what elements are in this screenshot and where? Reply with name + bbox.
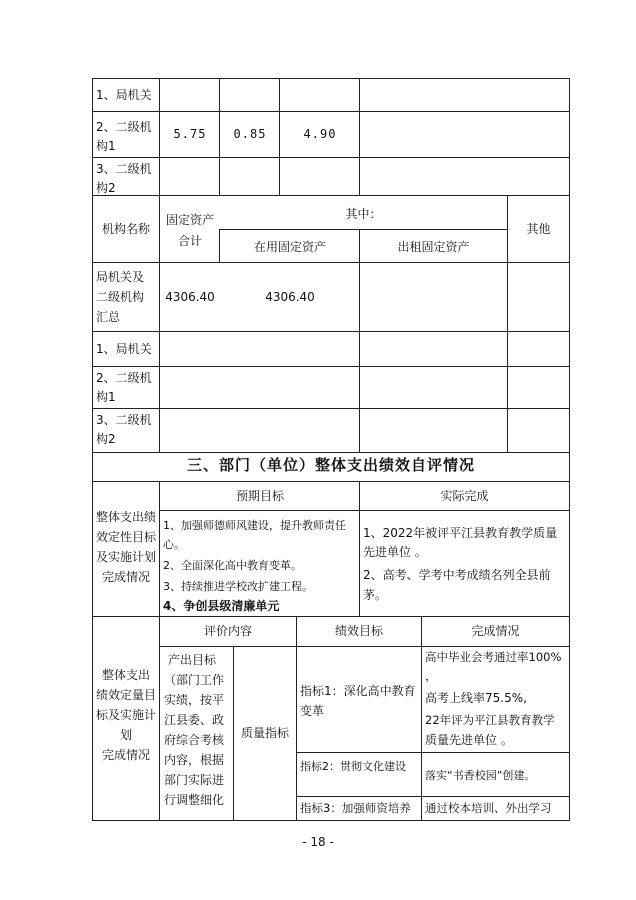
quant-label-2: 绩效定量目 <box>95 688 156 702</box>
completion-1-cont: ， <box>425 669 438 683</box>
perf-target-header: 绩效目标 <box>334 624 383 638</box>
eval-content-header: 评价内容 <box>203 624 252 638</box>
completion-header: 完成情况 <box>471 624 520 638</box>
quant-label-4: 划 <box>119 728 132 742</box>
output-target-6: 内容，根据 <box>164 753 225 767</box>
row2-value-2: 0.85 <box>233 127 267 141</box>
header-in-use: 在用固定资产 <box>253 240 326 254</box>
indicator-3: 指标3：加强师资培养 <box>300 801 411 815</box>
completion-1: 高中毕业会考通过率100% <box>425 650 562 664</box>
completion-3: 通过校本培训、外出学习 <box>425 801 552 815</box>
summary-in-use: 4306.40 <box>265 290 315 304</box>
header-total-cont: 合计 <box>177 234 202 248</box>
fa-row3-label: 3、二级机 <box>96 413 152 427</box>
summary-total: 4306.40 <box>165 290 215 304</box>
header-total: 固定资产 <box>165 213 214 227</box>
row1-label: 1、局机关 <box>96 88 152 102</box>
qual-label-4: 完成情况 <box>101 570 150 584</box>
fa-row1-label: 1、局机关 <box>96 342 152 356</box>
quant-label: 整体支出 <box>101 668 150 682</box>
row3-label: 3、二级机 <box>96 162 152 176</box>
output-target-8: 行调整细化 <box>164 793 225 807</box>
page-number: - 18 - <box>302 835 334 849</box>
fa-row2-label: 2、二级机 <box>96 371 152 385</box>
indicator-2: 指标2：贯彻文化建设 <box>300 760 406 773</box>
fa-row2-label-cont: 构1 <box>96 390 116 404</box>
completion-1-line4: 22年评为平江县教育教学 <box>425 713 555 727</box>
actual-item-2-cont: 茅。 <box>363 588 388 602</box>
row2-label: 2、二级机 <box>96 120 152 134</box>
summary-label: 局机关及 <box>96 270 145 284</box>
summary-label-cont: 二级机构 <box>96 290 145 304</box>
row2-value-1: 5.75 <box>173 127 207 141</box>
output-target-2: （部门工作 <box>164 673 225 687</box>
expected-item-4: 4、争创县级清廉单元 <box>163 599 280 613</box>
expected-header: 预期目标 <box>235 489 284 503</box>
output-target-3: 实绩，按平 <box>164 693 225 707</box>
output-target-4: 江县委、政 <box>164 713 225 727</box>
actual-item-1: 1、2022年被评平江县教育教学质量 <box>363 526 558 540</box>
indicator-1-cont: 变革 <box>300 704 325 718</box>
output-target: 产出目标 <box>168 653 217 667</box>
expected-item-1-cont: 心。 <box>163 538 185 551</box>
header-rented: 出租固定资产 <box>397 240 470 254</box>
fa-row3-label-cont: 构2 <box>96 432 116 446</box>
actual-item-1-cont: 先进单位 。 <box>363 545 427 559</box>
expected-item-2: 2、全面深化高中教育变革。 <box>163 559 302 572</box>
header-org-name: 机构名称 <box>101 222 150 236</box>
indicator-1: 指标1：深化高中教育 <box>300 684 416 698</box>
quality-indicator-label: 质量指标 <box>240 726 289 740</box>
actual-item-2: 2、高考、学考中考成绩名列全县前 <box>363 568 551 582</box>
quant-label-3: 标及实施计 <box>95 708 156 722</box>
row3-label-cont: 构2 <box>96 181 116 195</box>
completion-1-line3: 高考上线率75.5%, <box>425 691 527 705</box>
completion-2: 落实“书香校园”创建。 <box>425 769 536 782</box>
section3-title: 三、部门（单位）整体支出绩效自评情况 <box>186 456 475 474</box>
header-other: 其他 <box>526 222 551 236</box>
qual-label-3: 及实施计划 <box>95 550 156 564</box>
expected-item-1: 1、加强师德师风建设，提升教师责任 <box>163 519 346 532</box>
summary-label-end: 汇总 <box>96 310 121 324</box>
row2-label-cont: 构1 <box>96 139 116 153</box>
expected-item-3: 3、持续推进学校改扩建工程。 <box>163 580 313 593</box>
output-target-5: 府综合考核 <box>164 733 225 747</box>
output-target-7: 部门实际进 <box>164 773 225 787</box>
qual-label: 整体支出绩 <box>95 510 156 524</box>
qual-label-2: 效定性目标 <box>95 530 156 544</box>
quant-label-5: 完成情况 <box>101 748 150 762</box>
row2-value-3: 4.90 <box>303 127 337 141</box>
actual-header: 实际完成 <box>440 489 489 503</box>
completion-1-line5: 质量先进单位 。 <box>425 733 513 747</box>
header-of-which: 其中： <box>345 207 382 221</box>
